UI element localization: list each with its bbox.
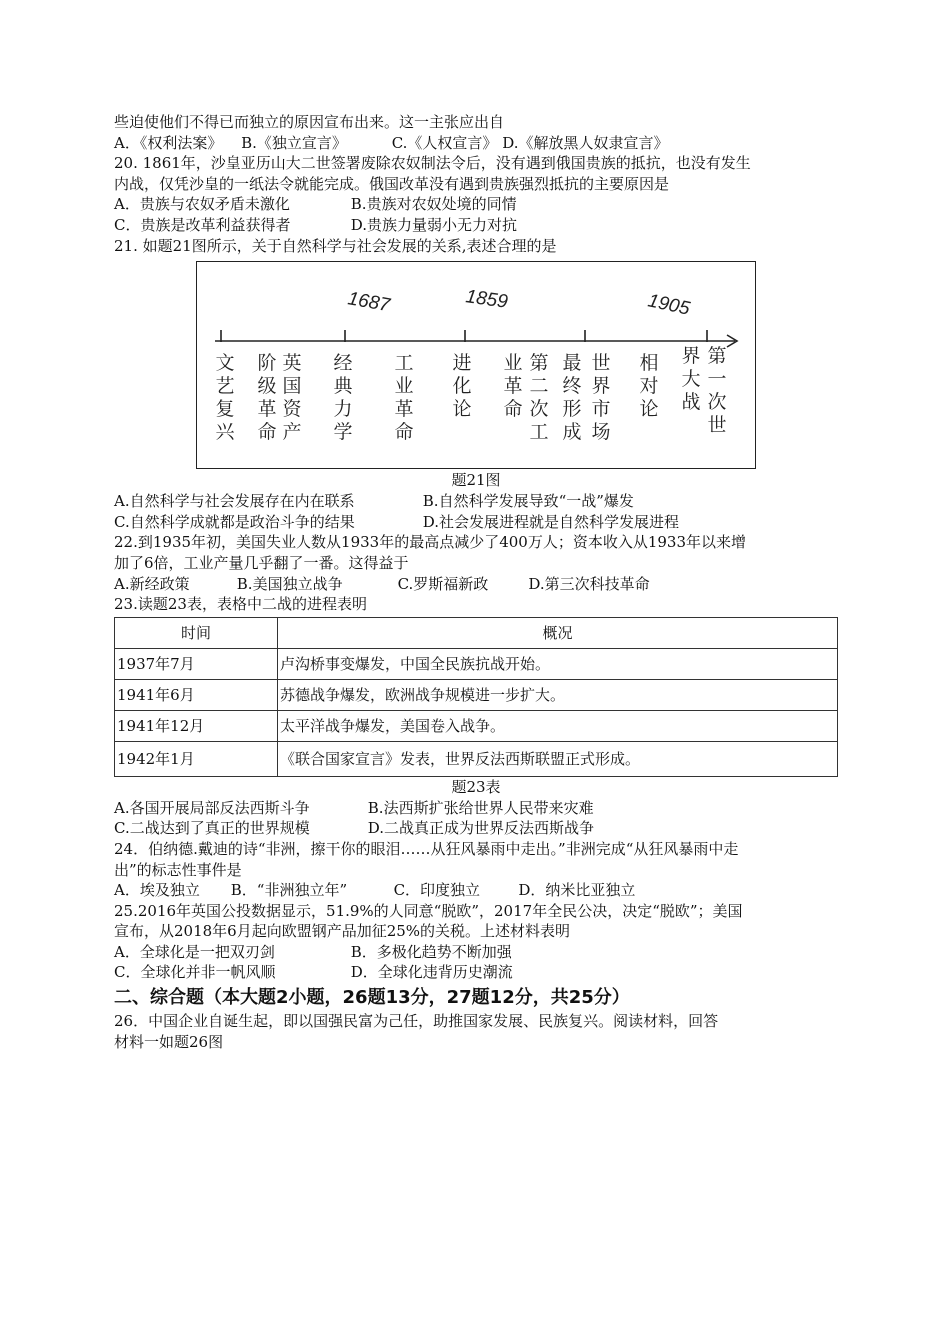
- timeline-event-char: 最: [562, 352, 582, 375]
- table-header-summary: 概况: [278, 617, 838, 648]
- q20-options-row2: [114, 215, 838, 236]
- q25-options-row1: [114, 942, 838, 963]
- timeline-event-char: 成: [562, 421, 582, 444]
- timeline-event-char: 世: [591, 352, 611, 375]
- timeline-event-char: 大: [681, 368, 701, 391]
- q23-options-row1: [114, 798, 838, 819]
- q22-option-c: C.罗斯福新政: [397, 574, 489, 593]
- q22-options: [114, 574, 838, 595]
- exam-page: [114, 112, 838, 1052]
- q25-stem-1: 25.2016年英国公投数据显示，51.9%的人同意“脱欧”，2017年全民公决，决定“脱欧”；美国: [114, 901, 743, 920]
- q21-option-a: A.自然科学与社会发展存在内在联系: [114, 492, 355, 511]
- timeline-event-char: 阶: [257, 352, 277, 375]
- q22-stem-1: 22.到1935年初，美国失业人数从1933年的最高点减少了400万人；资本收入从1933年以来增: [114, 533, 747, 552]
- q20-option-b: B.贵族对农奴处境的同情: [350, 195, 517, 214]
- q20-option-a: A．贵族与农奴矛盾未激化: [114, 195, 290, 214]
- q20-options-row1: [114, 194, 838, 215]
- q26-material-1: 材料一如题26图: [114, 1032, 224, 1051]
- timeline-year-label: 1905: [645, 290, 692, 320]
- q25-option-a: A．全球化是一把双刃剑: [114, 942, 275, 961]
- timeline-event-char: 文: [215, 352, 235, 375]
- q25-options-row2: [114, 962, 838, 983]
- timeline-event-char: 界: [591, 375, 611, 398]
- q21-option-b: B.自然科学发展导致“一战”爆发: [422, 492, 634, 511]
- timeline-event-char: 终: [562, 375, 582, 398]
- table-cell-summary: 苏德战争爆发，欧洲战争规模进一步扩大。: [278, 679, 838, 710]
- timeline-event-char: 化: [452, 375, 472, 398]
- timeline-event-char: 业: [394, 375, 414, 398]
- timeline-event-char: 二: [529, 375, 549, 398]
- timeline-event-char: 命: [257, 421, 277, 444]
- timeline-event-char: 论: [639, 398, 659, 421]
- timeline-event-char: 英: [282, 352, 302, 375]
- table-cell-summary: 太平洋战争爆发，美国卷入战争。: [278, 710, 838, 741]
- q25-option-c: C．全球化并非一帆风顺: [114, 963, 276, 982]
- q21-stem: 21. 如题21图所示，关于自然科学与社会发展的关系,表述合理的是: [114, 236, 557, 255]
- q19-stem-end: 些迫使他们不得已而独立的原因宣布出来。这一主张应出自: [114, 113, 505, 131]
- q19-option-c: C.《人权宣言》: [391, 133, 498, 152]
- table-cell-time: 1941年6月: [115, 679, 278, 710]
- q19-options: [114, 133, 838, 154]
- q24-options: [114, 880, 838, 901]
- table-row: [115, 710, 838, 741]
- timeline-event-char: 学: [333, 421, 353, 444]
- q23-options-row2: [114, 818, 838, 839]
- timeline-event-char: 进: [452, 352, 472, 375]
- timeline-event-char: 界: [681, 345, 701, 368]
- table-row: [115, 741, 838, 776]
- timeline-event-char: 资: [282, 398, 302, 421]
- q25-option-b: B．多极化趋势不断加强: [350, 942, 512, 961]
- timeline-event-char: 世: [707, 414, 727, 437]
- timeline-event-char: 力: [333, 398, 353, 421]
- table-cell-time: 1942年1月: [115, 741, 278, 776]
- table-23-caption: 题23表: [451, 777, 501, 796]
- timeline-event-char: 一: [707, 368, 727, 391]
- table-header-time: 时间: [115, 617, 278, 648]
- table-row: [115, 679, 838, 710]
- timeline-event-char: 经: [333, 352, 353, 375]
- q20-option-d: D.贵族力量弱小无力对抗: [350, 215, 518, 234]
- q22-option-d: D.第三次科技革命: [528, 574, 650, 593]
- table-23: [114, 617, 838, 777]
- q22-stem-2: 加了6倍，工业产量几乎翻了一番。这得益于: [114, 553, 409, 572]
- q22-option-a: A.新经政策: [114, 574, 190, 593]
- timeline-event-char: 次: [529, 398, 549, 421]
- timeline-event-char: 市: [591, 398, 611, 421]
- figure-21-caption: 题21图: [451, 471, 501, 490]
- timeline-event-char: 论: [452, 398, 472, 421]
- q23-option-a: A.各国开展局部反法西斯斗争: [114, 798, 310, 817]
- timeline-event-char: 革: [394, 398, 414, 421]
- timeline-event-char: 命: [503, 398, 523, 421]
- q19-option-a: A．《权利法案》: [114, 133, 223, 152]
- timeline-event-char: 第: [707, 345, 727, 368]
- q25-stem-2: 宣布，从2018年6月起向欧盟钢产品加征25%的关税。上述材料表明: [114, 922, 571, 941]
- q20-stem-1: 20. 1861年，沙皇亚历山大二世签署废除农奴制法令后，没有遇到俄国贵族的抵抗，也没有发生: [114, 154, 751, 173]
- q20-option-c: C．贵族是改革利益获得者: [114, 215, 291, 234]
- timeline-event-char: 对: [639, 375, 659, 398]
- figure-21-timeline: [196, 261, 756, 469]
- q24-stem-1: 24．伯纳德.戴迪的诗“非洲，擦干你的眼泪……从狂风暴雨中走出。”非洲完成“从狂风暴雨中走: [114, 839, 739, 858]
- table-cell-summary: 卢沟桥事变爆发，中国全民族抗战开始。: [278, 648, 838, 679]
- q23-option-b: B.法西斯扩张给世界人民带来灾难: [367, 798, 594, 817]
- timeline-year-label: 1687: [346, 288, 392, 317]
- timeline-event-char: 国: [282, 375, 302, 398]
- timeline-event-char: 革: [503, 375, 523, 398]
- table-cell-time: 1937年7月: [115, 648, 278, 679]
- q21-options-row2: [114, 512, 838, 533]
- table-cell-summary: 《联合国家宣言》发表，世界反法西斯联盟正式形成。: [278, 741, 838, 776]
- q21-option-c: C.自然科学成就都是政治斗争的结果: [114, 512, 355, 531]
- timeline-event-char: 革: [257, 398, 277, 421]
- q22-option-b: B.美国独立战争: [236, 574, 343, 593]
- timeline-event-char: 工: [529, 421, 549, 444]
- q24-option-c: C．印度独立: [393, 881, 481, 900]
- q19-option-b: B.《独立宣言》: [241, 133, 347, 152]
- table-header-row: [115, 617, 838, 648]
- q23-option-d: D.二战真正成为世界反法西斯战争: [367, 819, 595, 838]
- timeline-event-char: 兴: [215, 421, 235, 444]
- table-row: [115, 648, 838, 679]
- q25-option-d: D．全球化违背历史潮流: [350, 963, 513, 982]
- timeline-event-char: 次: [707, 391, 727, 414]
- q24-option-b: B．“非洲独立年”: [230, 881, 348, 900]
- timeline-event-char: 业: [503, 352, 523, 375]
- q23-option-c: C.二战达到了真正的世界规模: [114, 819, 310, 838]
- timeline-event-char: 形: [562, 398, 582, 421]
- timeline-event-char: 产: [282, 421, 302, 444]
- q24-option-d: D．纳米比亚独立: [518, 881, 636, 900]
- q20-stem-2: 内战，仅凭沙皇的一纸法令就能完成。俄国改革没有遇到贵族强烈抵抗的主要原因是: [114, 174, 670, 193]
- q19-option-d: D.《解放黑人奴隶宣言》: [502, 133, 669, 152]
- timeline-event-char: 级: [257, 375, 277, 398]
- timeline-event-char: 复: [215, 398, 235, 421]
- q24-option-a: A．埃及独立: [114, 881, 200, 900]
- timeline-event-char: 战: [681, 391, 701, 414]
- timeline-event-char: 艺: [215, 375, 235, 398]
- table-cell-time: 1941年12月: [115, 710, 278, 741]
- timeline-event-char: 场: [591, 421, 611, 444]
- timeline-svg: [197, 262, 757, 470]
- timeline-event-char: 命: [394, 421, 414, 444]
- q21-options-row1: [114, 491, 838, 512]
- q26-stem: 26．中国企业自诞生起，即以国强民富为己任，助推国家发展、民族复兴。阅读材料，回答: [114, 1012, 719, 1031]
- q21-option-d: D.社会发展进程就是自然科学发展进程: [422, 512, 680, 531]
- timeline-event-char: 典: [333, 375, 353, 398]
- timeline-year-label: 1859: [464, 286, 510, 313]
- q24-stem-2: 出”的标志性事件是: [114, 860, 242, 879]
- q23-stem: 23.读题23表，表格中二战的进程表明: [114, 595, 367, 614]
- timeline-event-char: 工: [394, 352, 414, 375]
- section-2-heading: 二、综合题（本大题2小题，26题13分，27题12分，共25分）: [114, 987, 630, 1009]
- timeline-event-char: 相: [639, 352, 659, 375]
- timeline-event-char: 第: [529, 352, 549, 375]
